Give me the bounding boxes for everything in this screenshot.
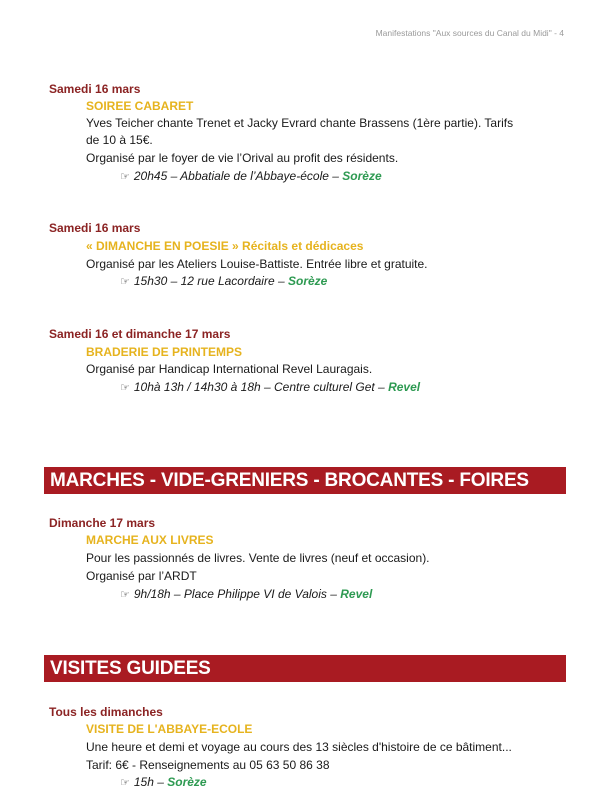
event-place (120, 274, 327, 288)
event-description: Tarif: 6€ - Renseignements au 05 63 50 86 38 (86, 758, 330, 772)
event-date: Samedi 16 et dimanche 17 mars (49, 327, 231, 341)
event-place (120, 380, 420, 394)
event-place-text: 15h – (133, 775, 168, 789)
pointing-hand-icon: ☞ (120, 276, 130, 288)
event-title: MARCHE AUX LIVRES (86, 533, 214, 547)
page-header: Manifestations "Aux sources du Canal du Midi" - 4 (375, 28, 564, 38)
event-date: Samedi 16 mars (49, 221, 141, 235)
section-banner-marches: MARCHES - VIDE-GRENIERS - BROCANTES - FOIRES (44, 467, 566, 494)
event-place-text: 10hà 13h / 14h30 à 18h – Centre culturel Get – (133, 380, 389, 394)
pointing-hand-icon: ☞ (120, 589, 130, 601)
pointing-hand-icon: ☞ (120, 382, 130, 394)
event-city: Revel (340, 587, 373, 601)
event-title: BRADERIE DE PRINTEMPS (86, 345, 243, 359)
event-date: Dimanche 17 mars (49, 516, 156, 530)
event-place-text: 15h30 – 12 rue Lacordaire – (133, 274, 288, 288)
event-description: Organisé par l’ARDT (86, 569, 197, 583)
event-city: Sorèze (342, 169, 382, 183)
event-description: de 10 à 15€. (86, 133, 153, 147)
event-date: Tous les dimanches (49, 705, 163, 719)
event-place (120, 169, 382, 183)
event-place (120, 775, 207, 789)
event-place (120, 587, 372, 601)
event-description: Organisé par les Ateliers Louise-Battiste. Entrée libre et gratuite. (86, 257, 428, 271)
event-place-text: 9h/18h – Place Philippe VI de Valois – (133, 587, 341, 601)
event-title: « DIMANCHE EN POESIE » Récitals et dédicaces (86, 239, 364, 253)
event-date: Samedi 16 mars (49, 82, 141, 96)
event-description: Une heure et demi et voyage au cours des 13 siècles d'histoire de ce bâtiment... (86, 740, 512, 754)
section-banner-visites: VISITES GUIDEES (44, 655, 566, 682)
pointing-hand-icon: ☞ (120, 777, 130, 789)
event-title: VISITE DE L'ABBAYE-ECOLE (86, 722, 253, 736)
event-city: Sorèze (288, 274, 328, 288)
event-city: Sorèze (167, 775, 207, 789)
event-title: SOIREE CABARET (86, 99, 194, 113)
pointing-hand-icon: ☞ (120, 171, 130, 183)
event-description: Organisé par Handicap International Revel Lauragais. (86, 362, 373, 376)
event-description: Organisé par le foyer de vie l’Orival au profit des résidents. (86, 151, 399, 165)
event-city: Revel (388, 380, 421, 394)
event-description: Pour les passionnés de livres. Vente de livres (neuf et occasion). (86, 551, 430, 565)
event-description: Yves Teicher chante Trenet et Jacky Evrard chante Brassens (1ère partie). Tarifs (86, 116, 514, 130)
event-place-text: 20h45 – Abbatiale de l’Abbaye-école – (133, 169, 343, 183)
